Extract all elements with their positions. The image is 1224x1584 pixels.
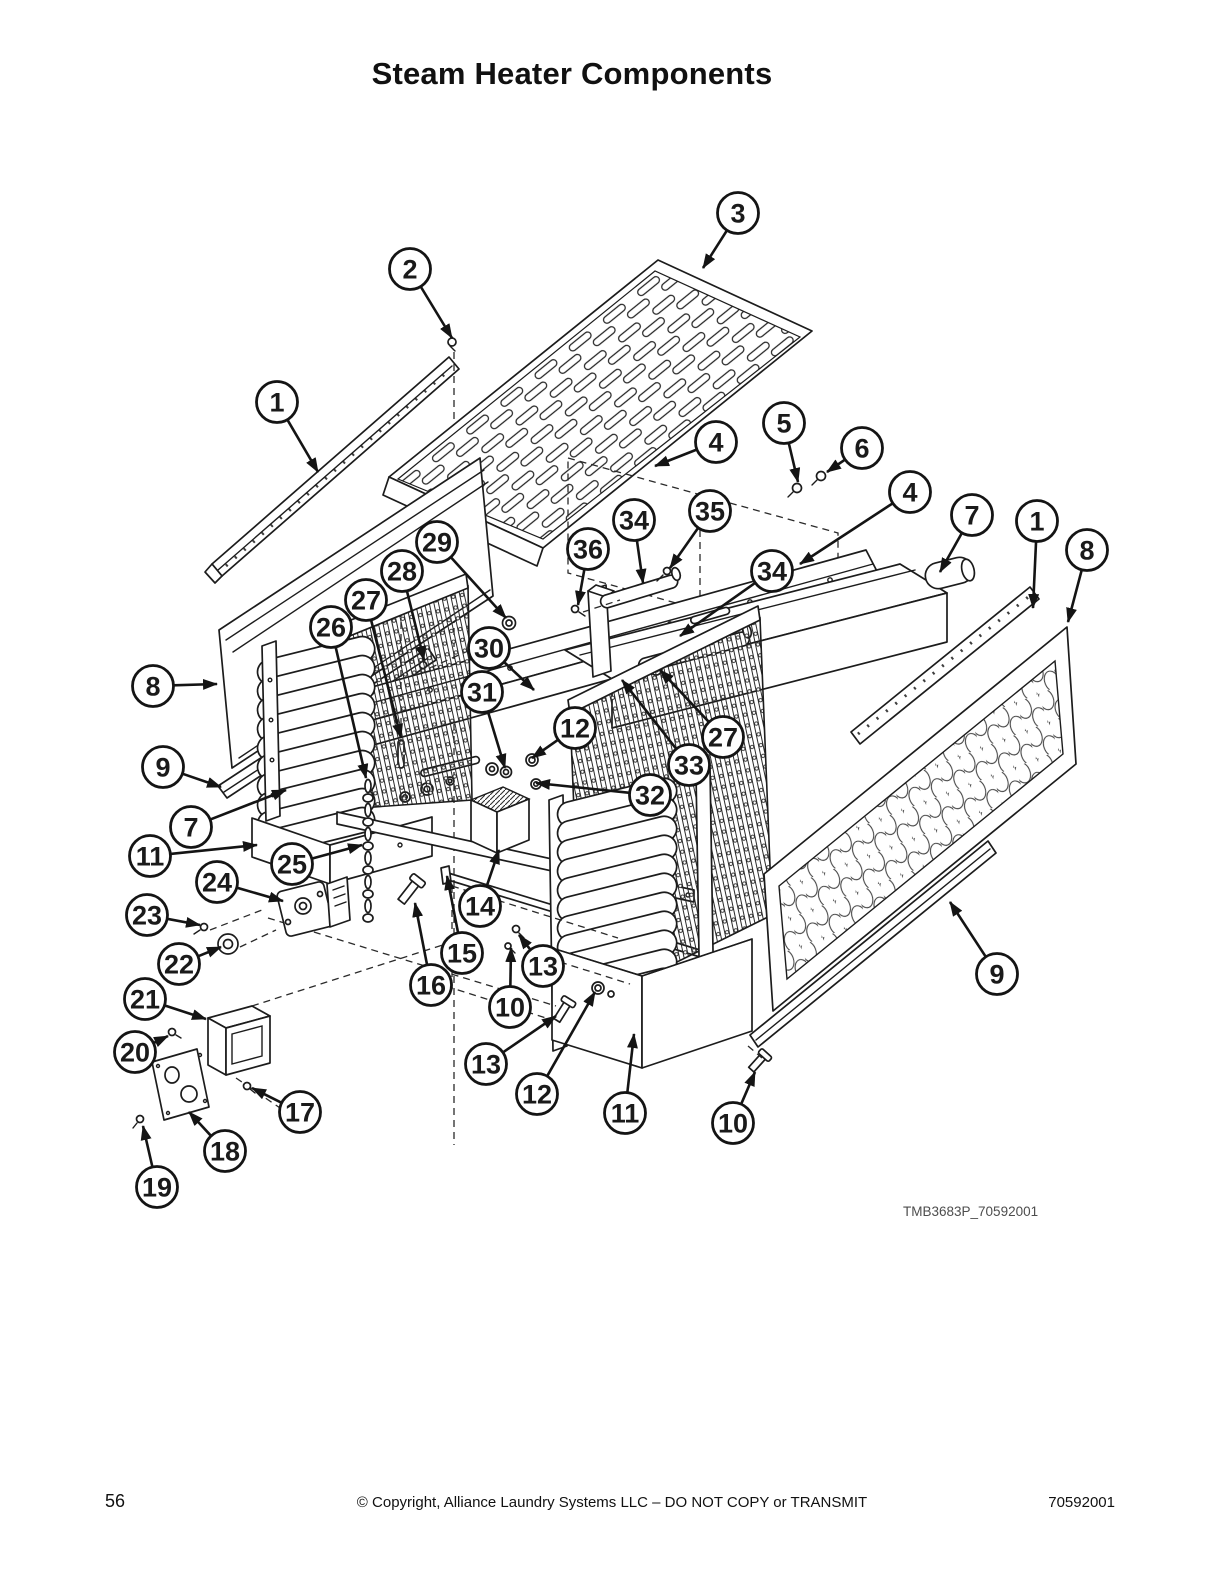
callout-leader-arrow bbox=[415, 903, 427, 965]
callout-number: 28 bbox=[386, 556, 418, 587]
callout-number: 1 bbox=[1029, 506, 1045, 537]
callout-number: 3 bbox=[730, 198, 746, 229]
callout-22 bbox=[159, 944, 222, 985]
callout-leader-arrow bbox=[950, 902, 986, 957]
callout-number: 24 bbox=[201, 867, 233, 898]
figure-code: TMB3683P_70592001 bbox=[903, 1204, 1039, 1219]
callout-number: 9 bbox=[155, 752, 171, 783]
callout-number: 17 bbox=[284, 1097, 316, 1128]
bolt-item-16 bbox=[395, 873, 426, 906]
callout-number: 35 bbox=[694, 496, 726, 527]
callout-17 bbox=[252, 1088, 321, 1133]
page-title: Steam Heater Components bbox=[371, 56, 773, 91]
callout-number: 25 bbox=[276, 849, 308, 880]
callout-leader-arrow bbox=[421, 287, 452, 338]
callout-number: 34 bbox=[618, 505, 650, 536]
callout-number: 31 bbox=[466, 677, 498, 708]
callout-1 bbox=[257, 382, 319, 473]
callout-34 bbox=[614, 500, 655, 584]
callout-number: 2 bbox=[402, 254, 418, 285]
callout-23 bbox=[127, 895, 201, 936]
nut-item-6 bbox=[812, 472, 826, 486]
callout-leader-arrow bbox=[237, 888, 283, 901]
callout-number: 32 bbox=[634, 780, 666, 811]
callout-number: 20 bbox=[119, 1037, 151, 1068]
callout-number: 10 bbox=[494, 992, 526, 1023]
callout-number: 11 bbox=[135, 841, 165, 872]
callout-number: 34 bbox=[756, 556, 788, 587]
callout-number: 16 bbox=[415, 970, 447, 1001]
callout-number: 11 bbox=[610, 1098, 640, 1129]
callout-leader-arrow bbox=[189, 1112, 211, 1136]
callout-number: 7 bbox=[964, 500, 980, 531]
callout-leader-arrow bbox=[741, 1072, 755, 1104]
callout-number: 8 bbox=[145, 671, 161, 702]
callout-leader-arrow bbox=[703, 230, 727, 268]
callout-number: 15 bbox=[446, 938, 478, 969]
callout-leader-arrow bbox=[143, 1126, 152, 1167]
callout-number: 8 bbox=[1079, 535, 1095, 566]
callout-leader-arrow bbox=[510, 948, 511, 987]
footer-copyright: © Copyright, Alliance Laundry Systems LLC – DO NOT COPY or TRANSMIT bbox=[356, 1494, 868, 1511]
callout-number: 7 bbox=[183, 812, 199, 843]
callout-number: 5 bbox=[776, 408, 792, 439]
callout-number: 12 bbox=[559, 713, 591, 744]
callout-8 bbox=[133, 666, 218, 707]
callout-leader-arrow bbox=[153, 1036, 168, 1043]
callout-18 bbox=[189, 1112, 246, 1172]
callout-number: 6 bbox=[854, 433, 870, 464]
callout-leader-arrow bbox=[182, 774, 221, 787]
callout-number: 22 bbox=[163, 949, 195, 980]
callout-leader-arrow bbox=[637, 540, 643, 583]
callout-14 bbox=[460, 850, 501, 927]
callout-9 bbox=[143, 747, 222, 788]
callout-leader-arrow bbox=[287, 420, 318, 472]
callout-number: 13 bbox=[470, 1049, 502, 1080]
callout-leader-arrow bbox=[198, 947, 221, 956]
footer-document-number: 70592001 bbox=[1048, 1494, 1115, 1511]
callout-9 bbox=[950, 902, 1018, 995]
callout-number: 14 bbox=[464, 891, 496, 922]
callout-leader-arrow bbox=[252, 1088, 282, 1103]
callout-number: 4 bbox=[708, 427, 724, 458]
callout-leader-arrow bbox=[164, 1005, 206, 1019]
callout-10 bbox=[713, 1072, 756, 1144]
callout-number: 19 bbox=[141, 1172, 173, 1203]
callout-number: 36 bbox=[572, 534, 604, 565]
callout-leader-arrow bbox=[789, 443, 798, 482]
callout-number: 4 bbox=[902, 477, 918, 508]
callout-leader-arrow bbox=[1068, 570, 1082, 622]
callout-number: 33 bbox=[673, 750, 705, 781]
callout-leader-arrow bbox=[519, 935, 530, 950]
screw-item-5 bbox=[788, 484, 802, 498]
callout-number: 21 bbox=[129, 984, 161, 1015]
callout-leader-arrow bbox=[532, 740, 558, 758]
callout-5 bbox=[764, 403, 805, 483]
callout-number: 12 bbox=[521, 1079, 553, 1110]
callout-2 bbox=[390, 249, 453, 339]
callout-leader-arrow bbox=[167, 919, 200, 925]
callout-leader-arrow bbox=[827, 460, 845, 472]
callout-number: 27 bbox=[350, 585, 382, 616]
callout-24 bbox=[197, 862, 284, 903]
callout-6 bbox=[827, 428, 883, 473]
callout-number: 13 bbox=[527, 951, 559, 982]
callout-number: 26 bbox=[315, 612, 347, 643]
callout-number: 27 bbox=[707, 722, 739, 753]
callout-number: 1 bbox=[269, 387, 285, 418]
callout-leader-arrow bbox=[578, 569, 584, 605]
callout-leader-arrow bbox=[488, 712, 505, 768]
callout-leader-arrow bbox=[173, 684, 217, 685]
callout-leader-arrow bbox=[670, 528, 698, 568]
callout-number: 9 bbox=[989, 959, 1005, 990]
footer-page-number: 56 bbox=[105, 1491, 126, 1511]
insulation-pad bbox=[471, 787, 529, 853]
callout-21 bbox=[125, 979, 207, 1020]
callout-number: 10 bbox=[717, 1108, 749, 1139]
callout-8 bbox=[1067, 530, 1108, 623]
callout-number: 23 bbox=[131, 900, 163, 931]
callout-19 bbox=[137, 1126, 178, 1208]
callout-number: 29 bbox=[421, 527, 453, 558]
callout-3 bbox=[703, 193, 759, 269]
callout-number: 18 bbox=[209, 1136, 241, 1167]
callout-number: 30 bbox=[473, 633, 505, 664]
